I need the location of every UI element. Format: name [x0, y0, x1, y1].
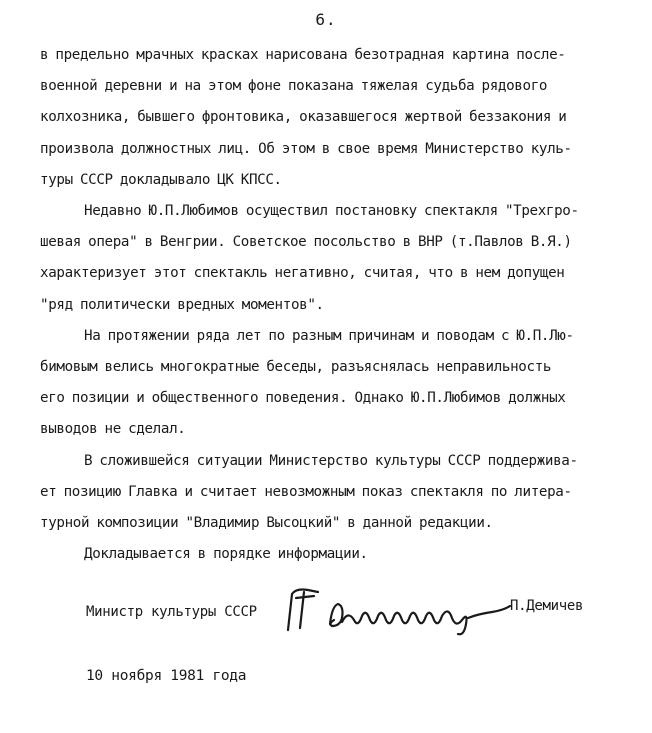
text-line: военной деревни и на этом фоне показана тяжелая судьба рядового	[40, 78, 548, 95]
signatory-title: Министр культуры СССР	[86, 604, 257, 620]
handwritten-signature	[282, 584, 512, 640]
paragraph-2	[40, 196, 640, 321]
text-line: его позиции и общественного поведения. Однако Ю.П.Любимов должных	[40, 390, 566, 407]
text-line: выводов не сделал.	[40, 421, 186, 438]
text-line: шевая опера" в Венгрии. Советское посольство в ВНР (т.Павлов В.Я.)	[40, 234, 572, 251]
text-line: колхозника, бывшего фронтовика, оказавшегося жертвой беззакония и	[40, 109, 567, 126]
text-line: На протяжении ряда лет по разным причинам и поводам с Ю.П.Лю-	[84, 327, 574, 344]
text-line: бимовым велись многократные беседы, разъяснялась неправильность	[40, 359, 552, 376]
text-line: турной композиции "Владимир Высоцкий" в данной редакции.	[40, 515, 493, 532]
paragraph-1	[40, 40, 640, 196]
paragraph-4	[40, 446, 640, 540]
text-line: характеризует этот спектакль негативно, считая, что в нем допущен	[40, 265, 565, 282]
paragraph-3	[40, 321, 640, 446]
text-line: Недавно Ю.П.Любимов осуществил постановку спектакля "Трехгро-	[84, 203, 579, 220]
text-line: Докладывается в порядке информации.	[84, 546, 368, 563]
text-line: "ряд политически вредных моментов".	[40, 296, 324, 313]
document-body	[40, 40, 640, 570]
paragraph-5	[40, 539, 640, 570]
text-line: туры СССР докладывало ЦК КПСС.	[40, 171, 282, 188]
text-line: ет позицию Главка и считает невозможным показ спектакля по литера-	[40, 483, 572, 500]
document-date: 10 ноября 1981 года	[86, 668, 247, 684]
text-line: произвола должностных лиц. Об этом в свое время Министерство куль-	[40, 140, 572, 157]
text-line: в предельно мрачных красках нарисована безотрадная картина после-	[40, 47, 566, 63]
signatory-name: П.Демичев	[510, 598, 584, 614]
signature-block	[86, 596, 646, 646]
text-line: В сложившейся ситуации Министерство культуры СССР поддержива-	[84, 452, 578, 469]
page-number: 6.	[315, 10, 337, 29]
